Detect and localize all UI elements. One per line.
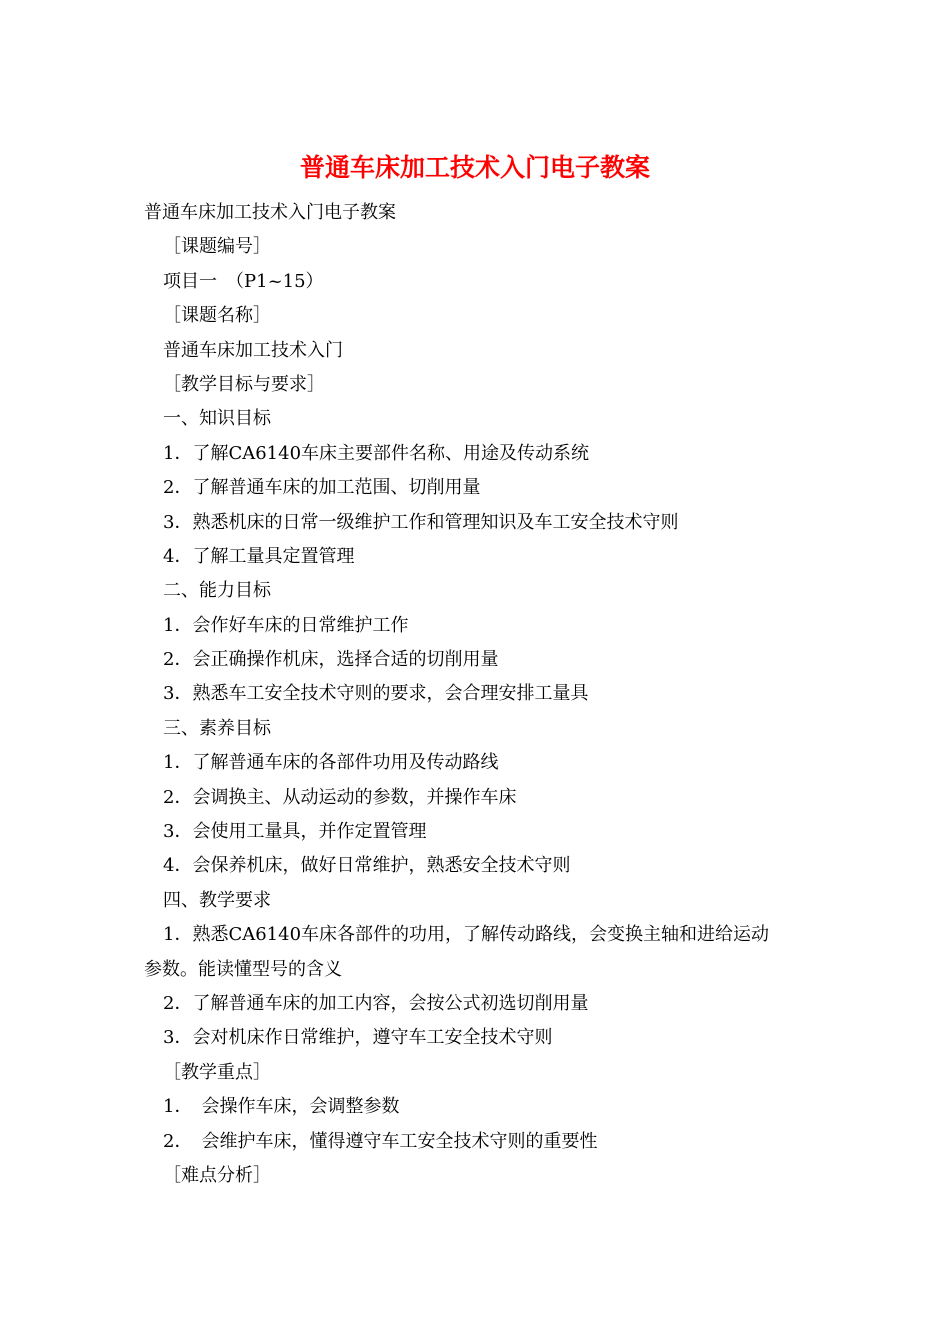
body-line: 4．了解工量具定置管理: [163, 545, 355, 567]
body-line: 1．会作好车床的日常维护工作: [163, 614, 409, 636]
body-line: 1．熟悉CA6140车床各部件的功用，了解传动路线，会变换主轴和进给运动: [163, 924, 770, 946]
body-line: 四、教学要求: [163, 889, 271, 911]
body-line: ［课题名称］: [163, 305, 271, 327]
body-line: ［教学重点］: [163, 1061, 271, 1083]
body-line: 4．会保养机床，做好日常维护，熟悉安全技术守则: [163, 855, 571, 877]
body-line: 3．熟悉机床的日常一级维护工作和管理知识及车工安全技术守则: [163, 511, 679, 533]
body-line: 3．会使用工量具，并作定置管理: [163, 821, 427, 843]
body-line: 普通车床加工技术入门: [163, 339, 343, 361]
body-line: ［教学目标与要求］: [163, 373, 325, 395]
body-line: 2．会正确操作机床，选择合适的切削用量: [163, 649, 499, 671]
document-title: 普通车床加工技术入门电子教案: [299, 153, 650, 182]
body-line: 1．了解普通车床的各部件功用及传动路线: [163, 752, 499, 774]
body-line: 3．熟悉车工安全技术守则的要求，会合理安排工量具: [163, 683, 589, 705]
body-line: ［难点分析］: [163, 1164, 271, 1186]
body-line: 2． 会维护车床，懂得遵守车工安全技术守则的重要性: [163, 1130, 598, 1152]
body-line: 3．会对机床作日常维护，遵守车工安全技术守则: [163, 1027, 553, 1049]
body-line: 三、素养目标: [163, 717, 271, 739]
body-line: 2．了解普通车床的加工范围、切削用量: [163, 477, 481, 499]
body-line: ［课题编号］: [163, 236, 271, 258]
body-line: 普通车床加工技术入门电子教案: [144, 202, 396, 223]
body-line: 项目一 （P1~15）: [163, 270, 324, 292]
body-line: 1．了解CA6140车床主要部件名称、用途及传动系统: [163, 442, 590, 464]
body-line: 1． 会操作车床，会调整参数: [163, 1096, 400, 1118]
body-line: 二、能力目标: [163, 580, 271, 602]
body-line: 参数。能读懂型号的含义: [144, 958, 342, 980]
body-line: 2．了解普通车床的加工内容，会按公式初选切削用量: [163, 992, 589, 1014]
document-body: [144, 196, 814, 1193]
body-line: 一、知识目标: [163, 408, 271, 430]
body-line: 2．会调换主、从动运动的参数，并操作车床: [163, 786, 517, 808]
